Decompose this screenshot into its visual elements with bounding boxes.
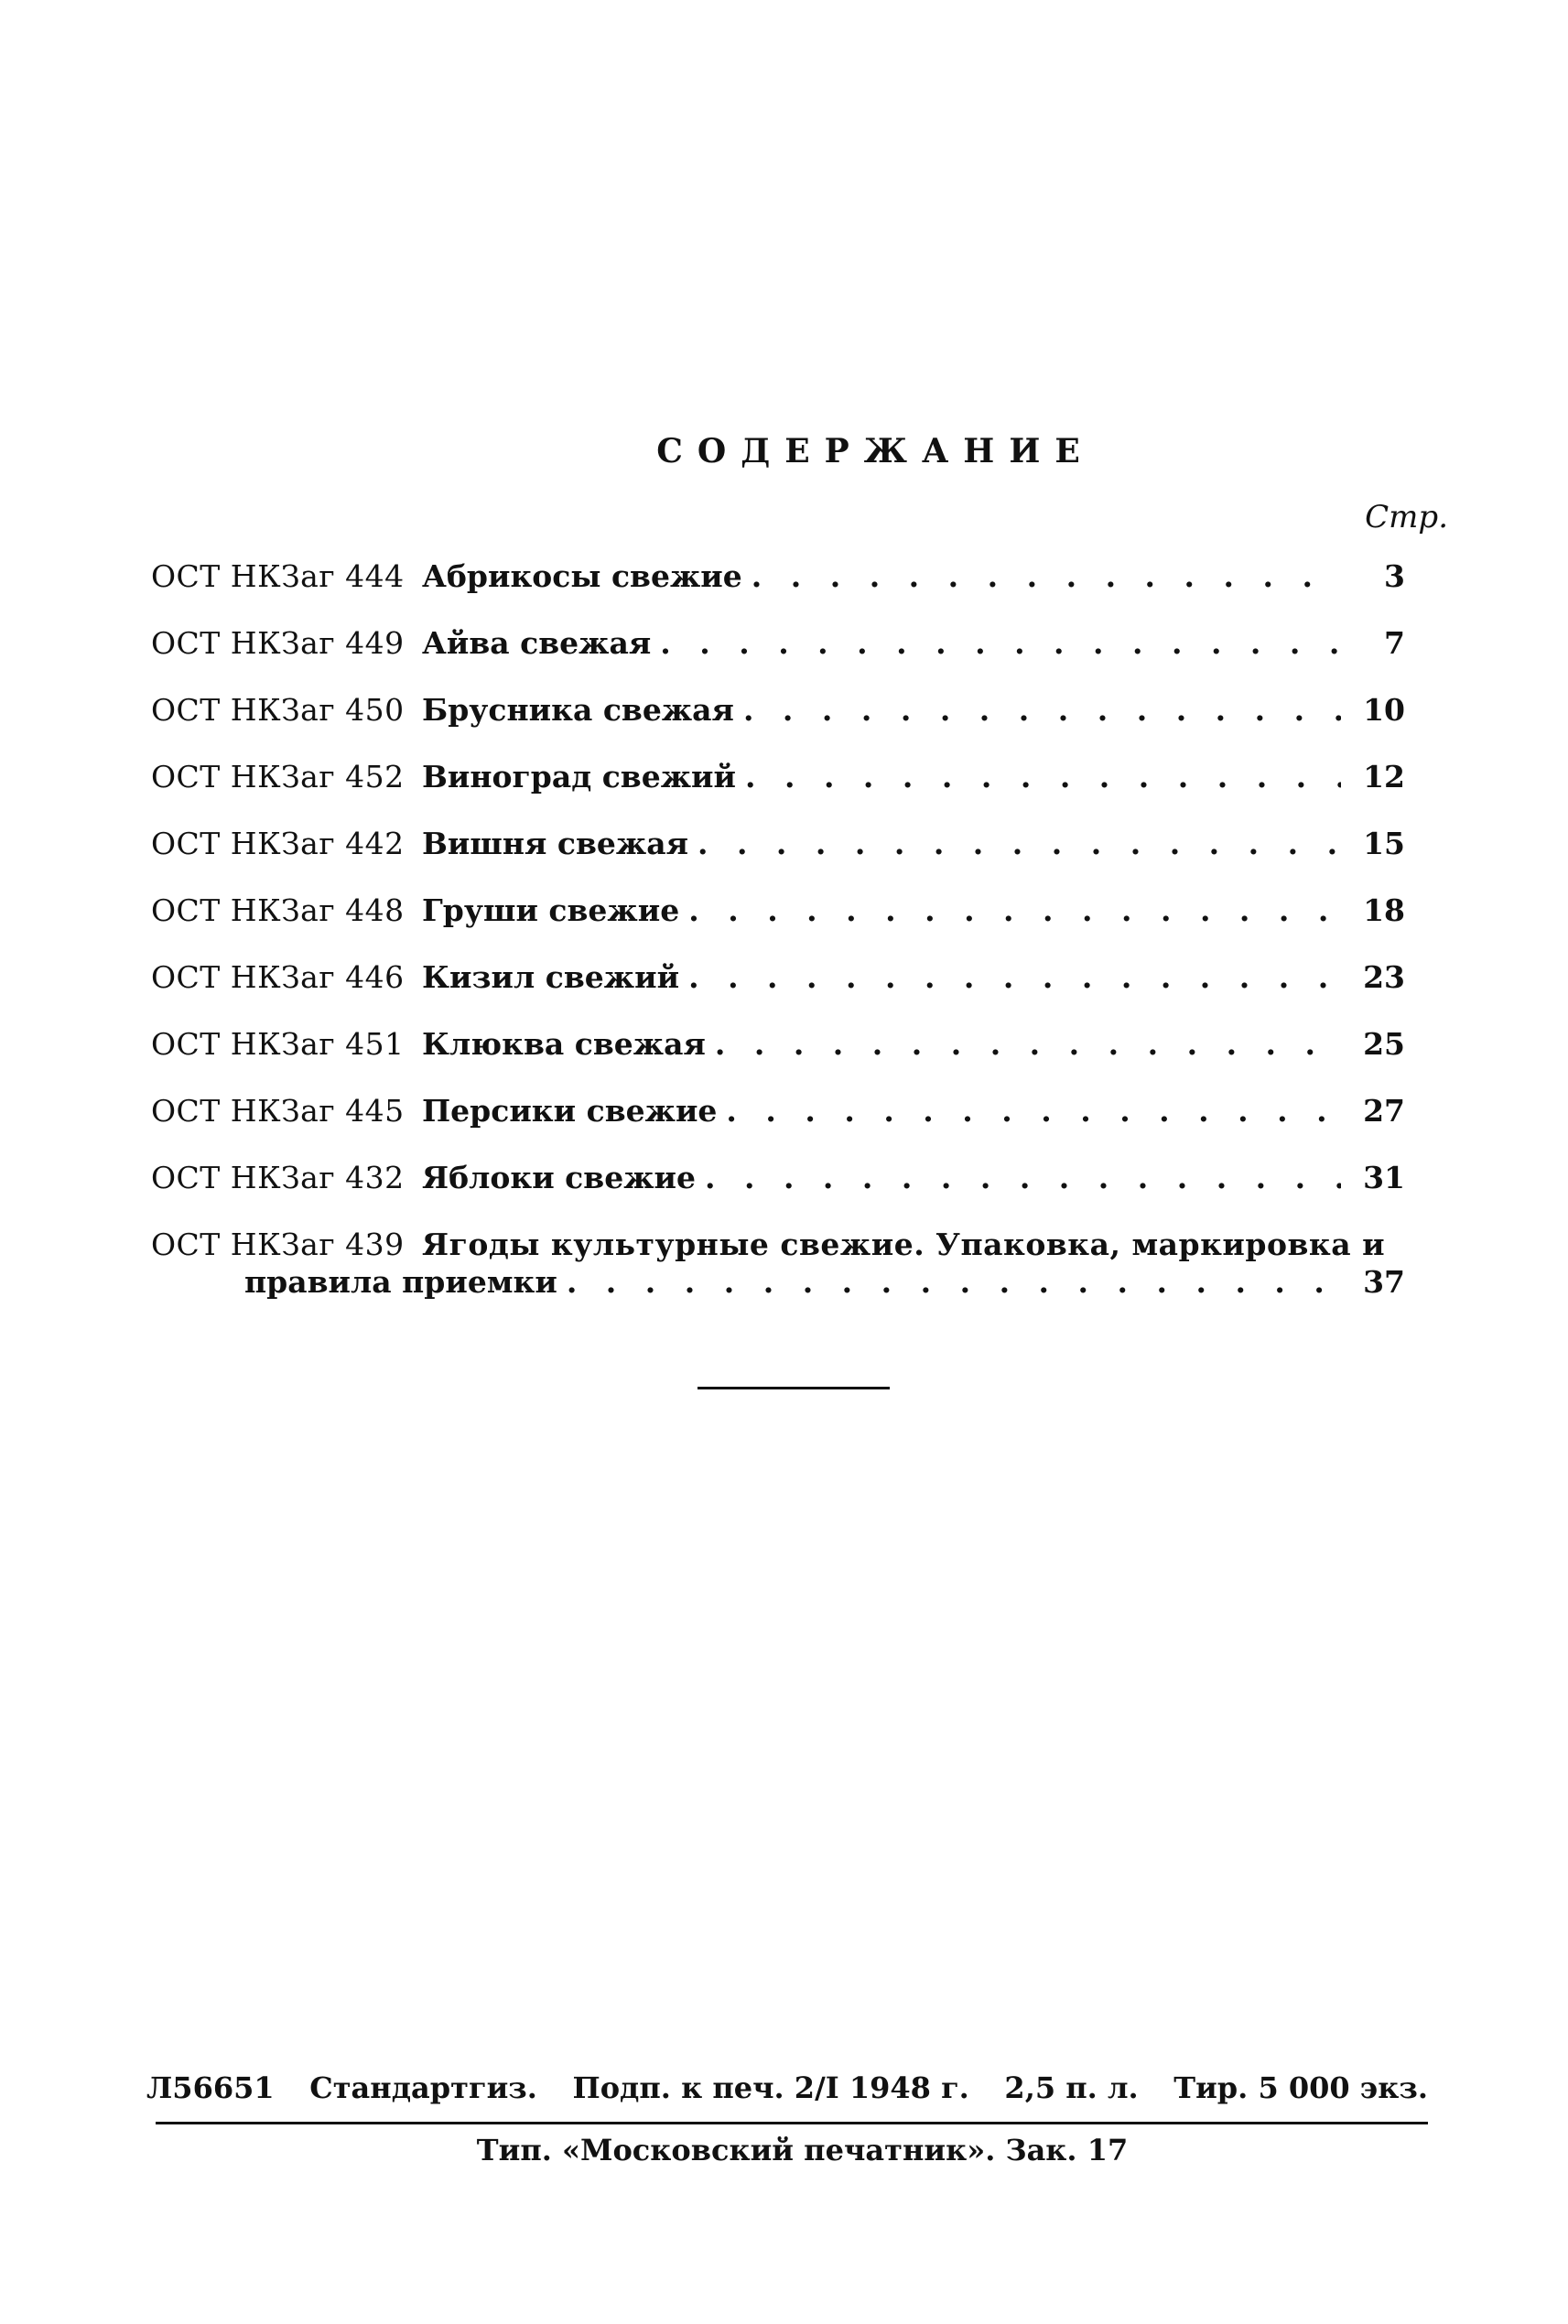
signed-to-print: Подп. к печ. 2/I 1948 г. bbox=[572, 2070, 969, 2105]
standard-code: ОСТ НКЗаг 446 bbox=[151, 959, 405, 995]
toc-entry bbox=[151, 959, 1405, 1026]
toc-entry bbox=[151, 892, 1405, 959]
toc-entry bbox=[151, 826, 1405, 892]
standard-code: ОСТ НКЗаг 442 bbox=[151, 826, 405, 861]
page-number: 12 bbox=[1363, 759, 1405, 794]
standard-code: ОСТ НКЗаг 450 bbox=[151, 692, 405, 728]
page-number: 37 bbox=[1363, 1264, 1405, 1300]
imprint-line bbox=[146, 2070, 1428, 2105]
entry-title: Ягоды культурные свежие. Упаковка, маркировка и bbox=[422, 1227, 1386, 1262]
toc-entry bbox=[151, 558, 1405, 625]
toc-entry-line bbox=[151, 1227, 1405, 1262]
dot-leader bbox=[745, 759, 1341, 794]
dot-leader bbox=[567, 1264, 1341, 1300]
page-number: 3 bbox=[1384, 558, 1405, 594]
entry-title: Абрикосы свежие bbox=[422, 558, 742, 594]
page-number: 10 bbox=[1363, 692, 1405, 728]
standard-code: ОСТ НКЗаг 432 bbox=[151, 1160, 405, 1195]
standard-code: ОСТ НКЗаг 449 bbox=[151, 625, 405, 661]
standard-code: ОСТ НКЗаг 448 bbox=[151, 892, 405, 928]
entry-title: Клюква свежая bbox=[422, 1026, 706, 1062]
order-code: Л56651 bbox=[146, 2070, 275, 2105]
dot-leader bbox=[715, 1026, 1341, 1062]
entry-title: Яблоки свежие bbox=[422, 1160, 696, 1195]
page-number: 15 bbox=[1363, 826, 1405, 861]
printer-line: Тип. «Московский печатник». Зак. 17 bbox=[476, 2133, 1129, 2167]
standard-code: ОСТ НКЗаг 452 bbox=[151, 759, 405, 794]
entry-title-continued: правила приемки bbox=[244, 1264, 557, 1300]
dot-leader bbox=[705, 1160, 1341, 1195]
standard-code: ОСТ НКЗаг 439 bbox=[151, 1227, 405, 1262]
standard-code: ОСТ НКЗаг 445 bbox=[151, 1093, 405, 1129]
section-divider bbox=[697, 1387, 890, 1389]
dot-leader bbox=[752, 558, 1341, 594]
page-number: 23 bbox=[1363, 959, 1405, 995]
page-number: 25 bbox=[1363, 1026, 1405, 1062]
entry-title: Груши свежие bbox=[422, 892, 680, 928]
page-number: 18 bbox=[1363, 892, 1405, 928]
dot-leader bbox=[743, 692, 1341, 728]
page-title: СОДЕРЖАНИЕ bbox=[656, 432, 1095, 470]
dot-leader bbox=[660, 625, 1341, 661]
entry-title: Брусника свежая bbox=[422, 692, 734, 728]
publisher: Стандартгиз. bbox=[309, 2070, 537, 2105]
page-number: 31 bbox=[1363, 1160, 1405, 1195]
entry-title: Айва свежая bbox=[422, 625, 652, 661]
toc-entry bbox=[151, 692, 1405, 759]
toc-entry bbox=[151, 1093, 1405, 1160]
circulation: Тир. 5 000 экз. bbox=[1173, 2070, 1428, 2105]
print-sheets: 2,5 п. л. bbox=[1004, 2070, 1139, 2105]
toc-entry bbox=[151, 1227, 1405, 1300]
dot-leader bbox=[688, 959, 1341, 995]
toc-entry bbox=[151, 759, 1405, 826]
toc-entry bbox=[151, 1160, 1405, 1227]
dot-leader bbox=[697, 826, 1341, 861]
dot-leader bbox=[688, 892, 1341, 928]
page-number: 7 bbox=[1384, 625, 1405, 661]
entry-title: Персики свежие bbox=[422, 1093, 718, 1129]
page-column-label: Стр. bbox=[1365, 499, 1448, 535]
dot-leader bbox=[726, 1093, 1341, 1129]
entry-title: Кизил свежий bbox=[422, 959, 680, 995]
imprint-divider bbox=[156, 2122, 1428, 2124]
page-number: 27 bbox=[1363, 1093, 1405, 1129]
table-of-contents bbox=[151, 558, 1405, 1300]
entry-title: Вишня свежая bbox=[422, 826, 688, 861]
toc-entry bbox=[151, 1026, 1405, 1093]
standard-code: ОСТ НКЗаг 444 bbox=[151, 558, 405, 594]
toc-entry-line bbox=[151, 1264, 1405, 1300]
toc-entry bbox=[151, 625, 1405, 692]
standard-code: ОСТ НКЗаг 451 bbox=[151, 1026, 405, 1062]
entry-title: Виноград свежий bbox=[422, 759, 736, 794]
